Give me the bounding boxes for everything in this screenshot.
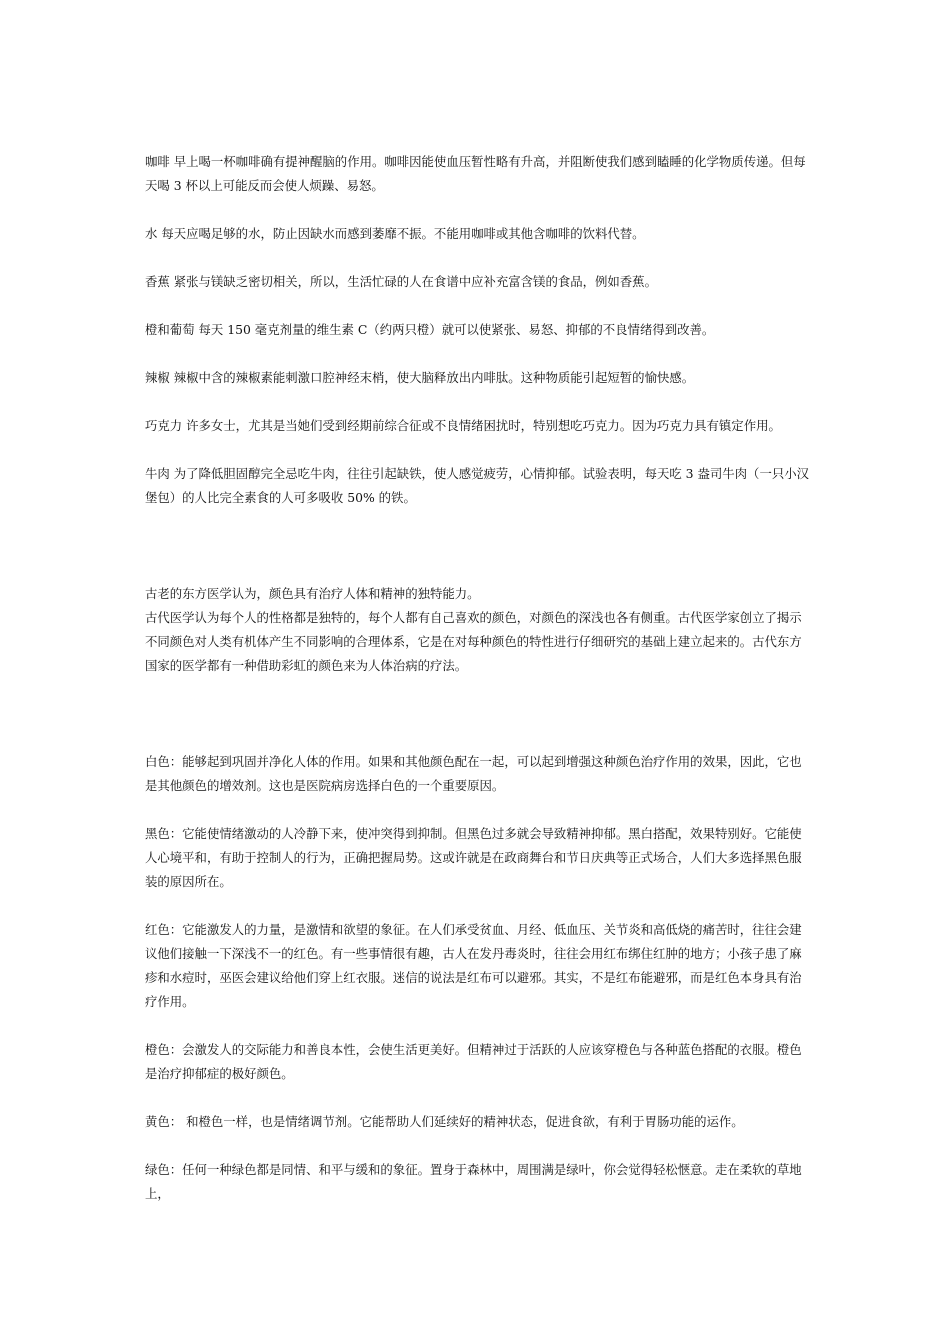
paragraph-orange-grape: 橙和葡萄 每天 150 毫克剂量的维生素 C（约两只橙）就可以使紧张、易怒、抑郁的不良情绪得到改善。 (145, 322, 715, 337)
paragraph-orange: 橙色：会激发人的交际能力和善良本性，会使生活更美好。但精神过于活跃的人应该穿橙色与各种蓝色搭配的衣服。橙色是治疗抑郁症的极好颜色。 (145, 1042, 802, 1081)
paragraph-red: 红色：它能激发人的力量，是激情和欲望的象征。在人们承受贫血、月经、低血压、关节炎和高低烧的痛苦时，往往会建议他们接触一下深浅不一的红色。有一些事情很有趣，古人在发丹毒炎时，往往会用红布绑住红肿的地方；小孩子患了麻疹和水痘时，巫医会建议给他们穿上红衣服。迷信的说法是红布可以避邪。其实，不是红布能避邪，而是红色本身具有治疗作用。 (145, 922, 802, 1009)
paragraph-banana: 香蕉 紧张与镁缺乏密切相关，所以，生活忙碌的人在食谱中应补充富含镁的食品，例如香蕉。 (145, 274, 657, 289)
paragraph-water: 水 每天应喝足够的水，防止因缺水而感到萎靡不振。不能用咖啡或其他含咖啡的饮料代替。 (145, 226, 645, 241)
paragraph-chili: 辣椒 辣椒中含的辣椒素能刺激口腔神经末梢，使大脑释放出内啡肽。这种物质能引起短暂的愉快感。 (145, 370, 695, 385)
paragraph-chocolate: 巧克力 许多女士，尤其是当她们受到经期前综合征或不良情绪困扰时，特别想吃巧克力。因为巧克力具有镇定作用。 (145, 418, 781, 433)
intro-line-1: 古老的东方医学认为，颜色具有治疗人体和精神的独特能力。 (145, 586, 480, 601)
document-page (145, 150, 813, 1206)
paragraph-yellow: 黄色： 和橙色一样，也是情绪调节剂。它能帮助人们延续好的精神状态，促进食欲，有利于胃肠功能的运作。 (145, 1114, 744, 1129)
paragraph-black: 黑色：它能使情绪激动的人冷静下来，使冲突得到抑制。但黑色过多就会导致精神抑郁。黑白搭配，效果特别好。它能使人心境平和，有助于控制人的行为，正确把握局势。这或许就是在政商舞台和节日庆典等正式场合，人们大多选择黑色服装的原因所在。 (145, 826, 802, 889)
paragraph-green: 绿色：任何一种绿色都是同情、和平与缓和的象征。置身于森林中，周围满是绿叶，你会觉得轻松惬意。走在柔软的草地上， (145, 1162, 802, 1201)
paragraph-coffee: 咖啡 早上喝一杯咖啡确有提神醒脑的作用。咖啡因能使血压暂性略有升高，并阻断使我们感到瞌睡的化学物质传递。但每天喝 3 杯以上可能反而会使人烦躁、易怒。 (145, 154, 806, 193)
paragraph-white: 白色：能够起到巩固并净化人体的作用。如果和其他颜色配在一起，可以起到增强这种颜色治疗作用的效果，因此，它也是其他颜色的增效剂。这也是医院病房选择白色的一个重要原因。 (145, 754, 802, 793)
paragraph-beef: 牛肉 为了降低胆固醇完全忌吃牛肉，往往引起缺铁，使人感觉疲劳，心情抑郁。试验表明，每天吃 3 盎司牛肉（一只小汉堡包）的人比完全素食的人可多吸收 50% 的铁。 (145, 466, 810, 505)
intro-line-2: 古代医学认为每个人的性格都是独特的，每个人都有自己喜欢的颜色，对颜色的深浅也各有侧重。古代医学家创立了揭示不同颜色对人类有机体产生不同影响的合理体系，它是在对每种颜色的特性进行仔细研究的基础上建立起来的。古代东方国家的医学都有一种借助彩虹的颜色来为人体治病的疗法。 (145, 610, 802, 673)
